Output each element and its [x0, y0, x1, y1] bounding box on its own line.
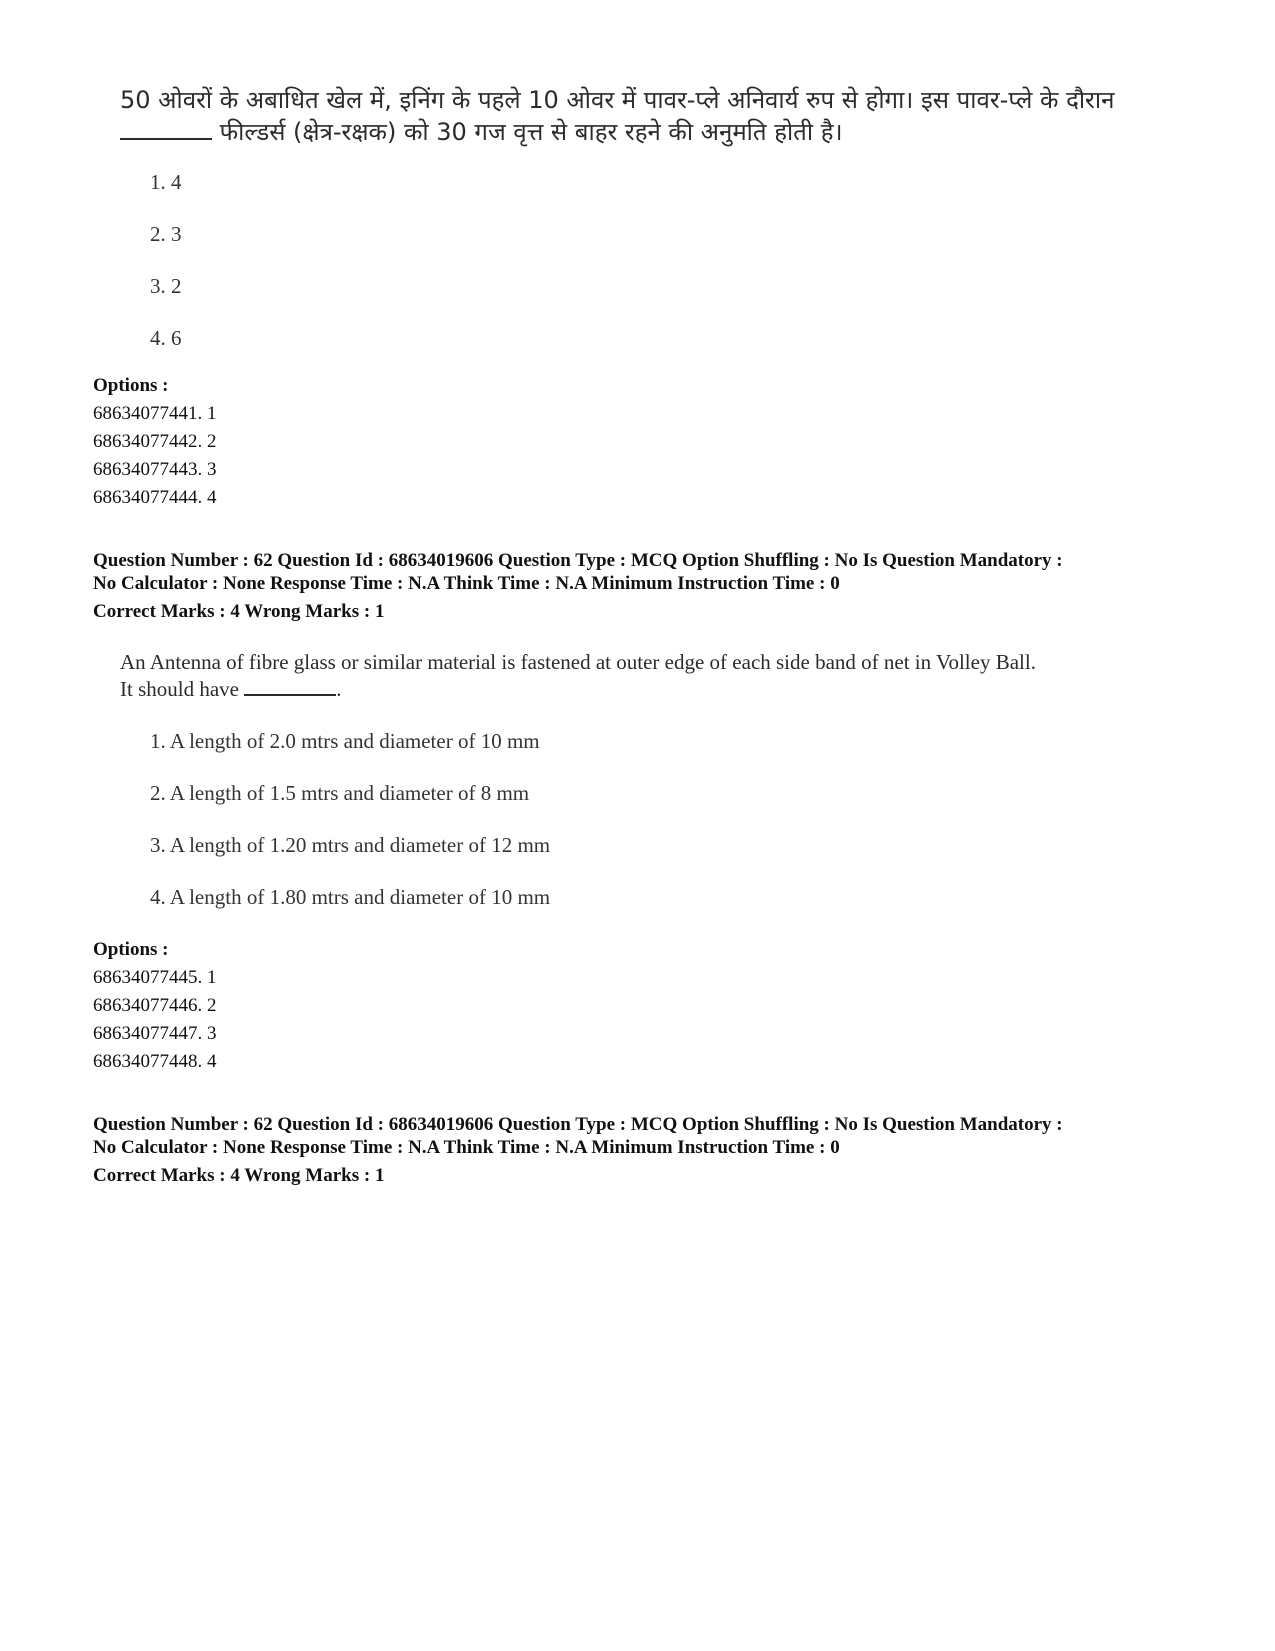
choice-3: 3. 2	[150, 274, 182, 298]
option-id-1: 68634077445. 1	[93, 967, 217, 988]
choice-2: 2. A length of 1.5 mtrs and diameter of 8 mm	[150, 781, 530, 805]
choice-4: 4. 6	[150, 326, 182, 350]
question-text-line-2-content: It should have	[120, 677, 239, 701]
answer-blank	[120, 118, 212, 140]
choice-4: 4. A length of 1.80 mtrs and diameter of 10 mm	[150, 885, 551, 909]
question-text-line-1: An Antenna of fibre glass or similar material is fastened at outer edge of each side band of net in Volley Ball.	[120, 650, 1036, 674]
option-id-2: 68634077442. 2	[93, 431, 217, 452]
option-id-1: 68634077441. 1	[93, 403, 217, 424]
question-meta-line-1: Question Number : 62 Question Id : 68634019606 Question Type : MCQ Option Shuffling : No Is Question Mandatory :	[93, 1114, 1063, 1135]
option-id-3: 68634077447. 3	[93, 1023, 217, 1044]
choice-2: 2. 3	[150, 222, 182, 246]
options-heading: Options :	[93, 939, 169, 960]
question-text-line-2	[120, 116, 843, 148]
question-meta-line-2: No Calculator : None Response Time : N.A Think Time : N.A Minimum Instruction Time : 0	[93, 573, 840, 594]
option-id-4: 68634077448. 4	[93, 1051, 217, 1072]
question-marks: Correct Marks : 4 Wrong Marks : 1	[93, 601, 385, 622]
choice-3: 3. A length of 1.20 mtrs and diameter of 12 mm	[150, 833, 551, 857]
choice-1: 1. A length of 2.0 mtrs and diameter of 10 mm	[150, 729, 540, 753]
option-id-4: 68634077444. 4	[93, 487, 217, 508]
question-meta-line-1: Question Number : 62 Question Id : 68634019606 Question Type : MCQ Option Shuffling : No Is Question Mandatory :	[93, 550, 1063, 571]
options-heading: Options :	[93, 375, 169, 396]
answer-blank	[244, 678, 336, 696]
choice-1: 1. 4	[150, 170, 182, 194]
question-text-line-2	[120, 677, 341, 702]
question-text-line-2-content: फील्डर्स (क्षेत्र-रक्षक) को 30 गज वृत्त से बाहर रहने की अनुमति होती है।	[219, 118, 843, 146]
question-marks: Correct Marks : 4 Wrong Marks : 1	[93, 1165, 385, 1186]
question-text-line-2-end: .	[336, 677, 342, 701]
question-meta-line-2: No Calculator : None Response Time : N.A Think Time : N.A Minimum Instruction Time : 0	[93, 1137, 840, 1158]
option-id-2: 68634077446. 2	[93, 995, 217, 1016]
question-text-line-1: 50 ओवरों के अबाधित खेल में, इनिंग के पहले 10 ओवर में पावर-प्ले अनिवार्य रुप से होगा। इस पावर-प्ले के दौरान	[120, 86, 1115, 114]
option-id-3: 68634077443. 3	[93, 459, 217, 480]
